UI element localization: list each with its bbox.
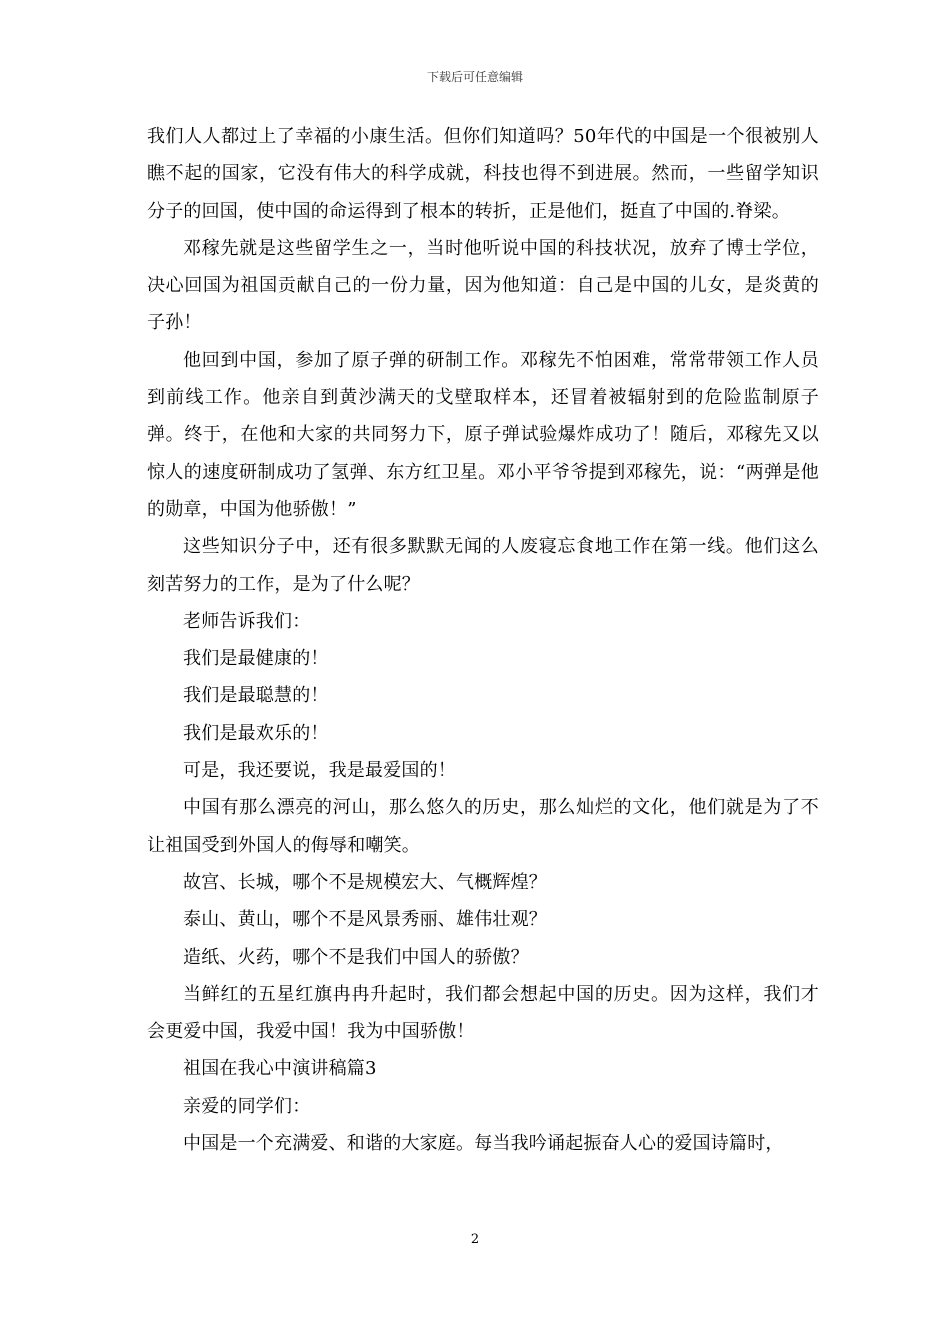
paragraph: 中国有那么漂亮的河山，那么悠久的历史，那么灿烂的文化，他们就是为了不让祖国受到外国人的侮辱和嘲笑。 — [147, 797, 819, 856]
document-body — [147, 118, 819, 1162]
paragraph: 造纸、火药，哪个不是我们中国人的骄傲？ — [183, 946, 529, 968]
paragraph: 这些知识分子中，还有很多默默无闻的人废寝忘食地工作在第一线。他们这么刻苦努力的工作，是为了什么呢？ — [147, 536, 819, 595]
paragraph: 我们人人都过上了幸福的小康生活。但你们知道吗？50年代的中国是一个很被别人瞧不起的国家，它没有伟大的科学成就，科技也得不到进展。然而，一些留学知识分子的回国，使中国的命运得到了根本的转折，正是他们，挺直了中国的.脊梁。 — [147, 126, 819, 222]
salutation: 亲爱的同学们： — [183, 1095, 311, 1117]
section-heading: 祖国在我心中演讲稿篇3 — [183, 1058, 377, 1080]
paragraph: 中国是一个充满爱、和谐的大家庭。每当我吟诵起振奋人心的爱国诗篇时， — [183, 1133, 784, 1155]
paragraph: 我们是最聪慧的！ — [183, 685, 329, 707]
paragraph: 可是，我还要说，我是最爱国的！ — [183, 760, 456, 782]
paragraph: 我们是最欢乐的！ — [183, 722, 329, 744]
page-header: 下载后可任意编辑 — [426, 70, 523, 84]
paragraph: 我们是最健康的！ — [183, 648, 329, 670]
paragraph: 邓稼先就是这些留学生之一，当时他听说中国的科技状况，放弃了博士学位，决心回国为祖国贡献自己的一份力量，因为他知道：自己是中国的儿女，是炎黄的子孙！ — [147, 237, 819, 334]
page-number: 2 — [470, 1232, 480, 1247]
paragraph: 泰山、黄山，哪个不是风景秀丽、雄伟壮观？ — [183, 909, 547, 931]
paragraph: 当鲜红的五星红旗冉冉升起时，我们都会想起中国的历史。因为这样，我们才会更爱中国，我爱中国！我为中国骄傲！ — [147, 983, 819, 1043]
paragraph: 老师告诉我们： — [183, 610, 311, 632]
paragraph: 故宫、长城，哪个不是规模宏大、气概辉煌？ — [183, 871, 547, 893]
paragraph: 他回到中国，参加了原子弹的研制工作。邓稼先不怕困难，常常带领工作人员到前线工作。他亲自到黄沙满天的戈壁取样本，还冒着被辐射到的危险监制原子弹。终于，在他和大家的共同努力下，原子弹试验爆炸成功了！随后，邓稼先又以惊人的速度研制成功了氢弹、东方红卫星。邓小平爷爷提到邓稼先，说：“两弹是他的勋章，中国为他骄傲！” — [147, 349, 819, 520]
